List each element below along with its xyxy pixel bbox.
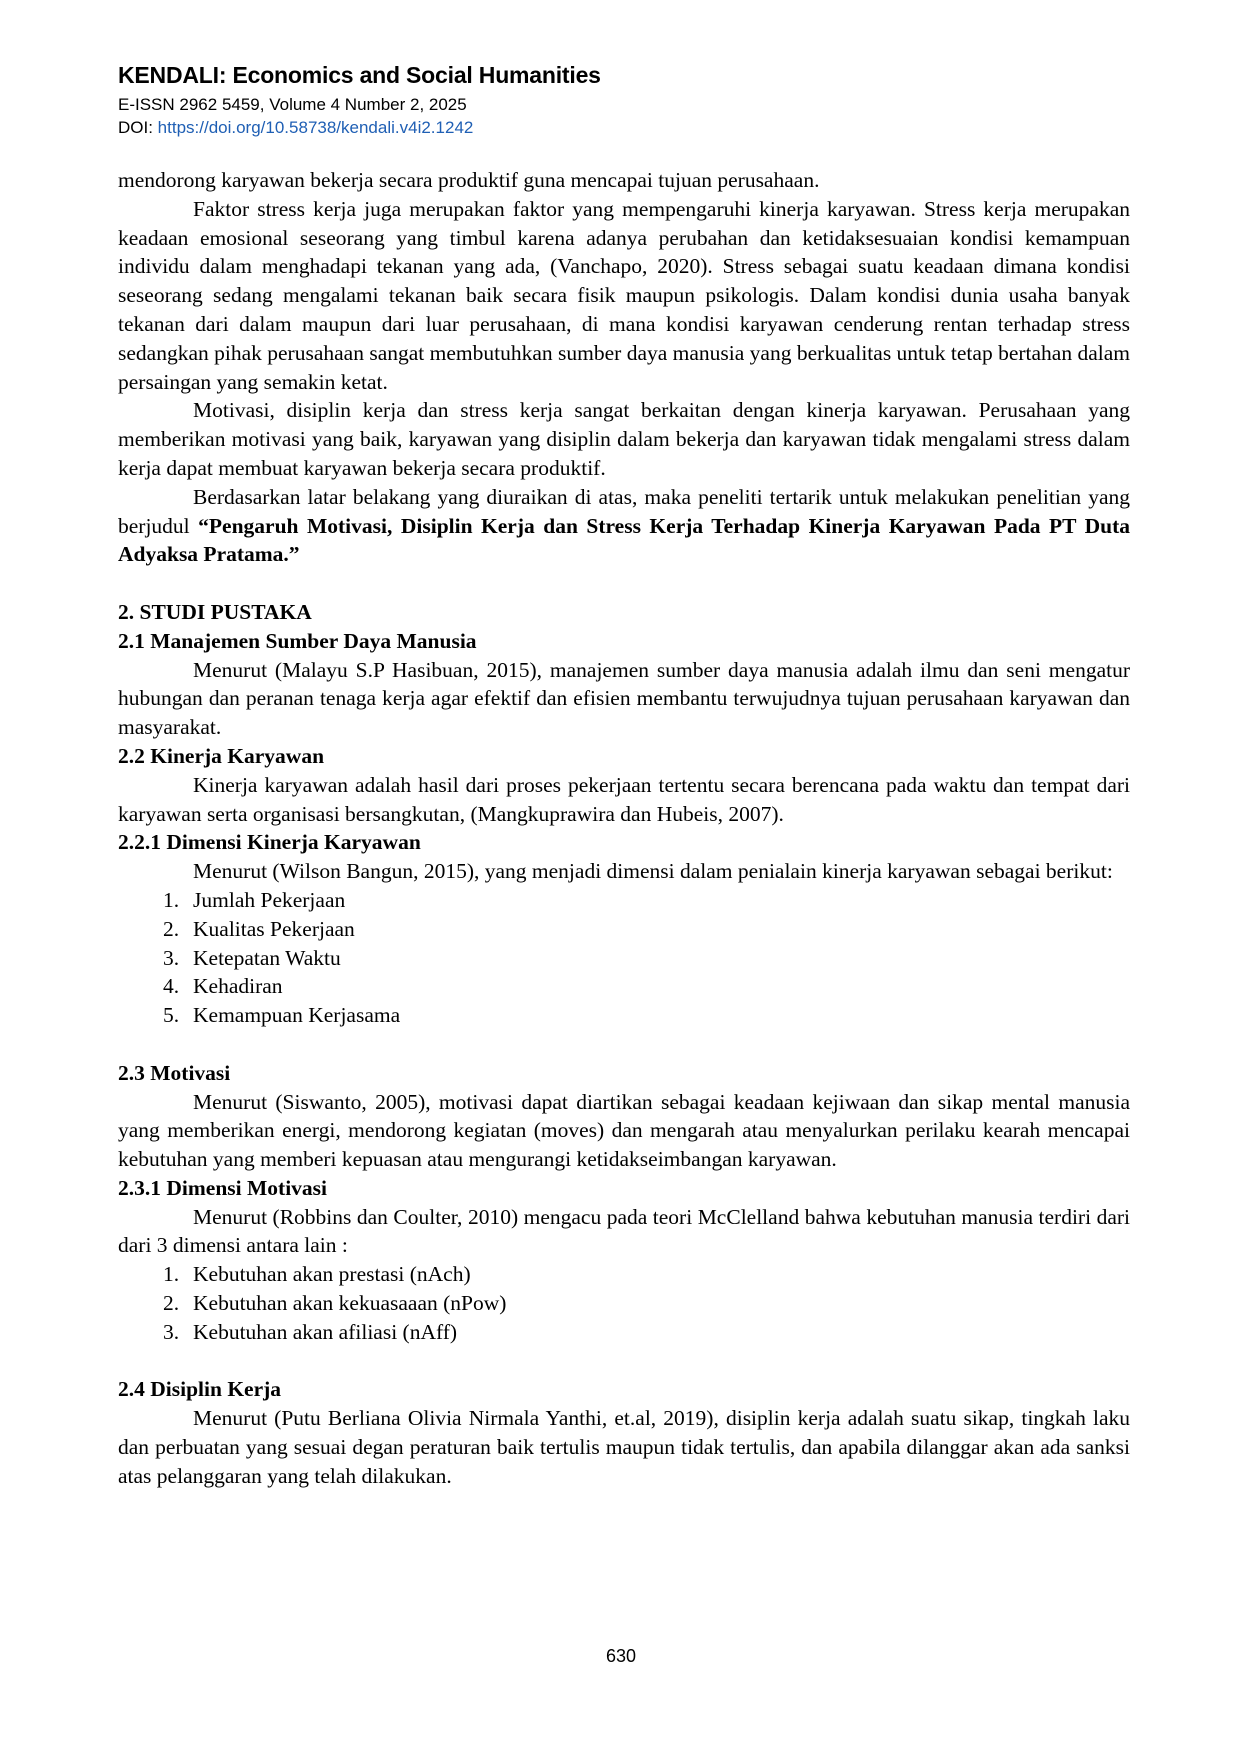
article-body [118, 166, 1130, 1491]
issn-line: E-ISSN 2962 5459, Volume 4 Number 2, 2025 [118, 95, 467, 114]
intro-paragraph-4-text: Berdasarkan latar belakang yang diuraikan di atas, maka peneliti tertarik untuk melakukan penelitian yang berjudul [118, 484, 1130, 538]
research-title: “Pengaruh Motivasi, Disiplin Kerja dan Stress Kerja Terhadap Kinerja Karyawan Pada PT Duta Adyaksa Pratama.” [118, 513, 1130, 567]
list-item: 1. Kebutuhan akan prestasi (nAch) [163, 1262, 471, 1287]
list-item: 1. Jumlah Pekerjaan [163, 887, 346, 912]
subsection-text-2-2: Kinerja karyawan adalah hasil dari proses pekerjaan tertentu secara berencana pada waktu dan tempat dari karyawan serta organisasi bersangkutan, (Mangkuprawira dan Hubeis, 2007). [118, 772, 1130, 826]
doi-link[interactable]: https://doi.org/10.58738/kendali.v4i2.1242 [157, 118, 474, 137]
journal-title: KENDALI: Economics and Social Humanities [118, 62, 601, 88]
page-number: 630 [605, 1646, 637, 1666]
doi-line [118, 116, 601, 140]
subsection-text-2-2-1: Menurut (Wilson Bangun, 2015), yang menjadi dimensi dalam penialain kinerja karyawan sebagai berikut: [193, 859, 1113, 884]
list-item: 3. Kebutuhan akan afiliasi (nAff) [163, 1319, 458, 1344]
list-item: 5. Kemampuan Kerjasama [163, 1003, 401, 1028]
subsection-heading-2-3-1: 2.3.1 Dimensi Motivasi [118, 1175, 328, 1200]
list-item: 2. Kualitas Pekerjaan [163, 916, 355, 941]
intro-paragraph-3: Motivasi, disiplin kerja dan stress kerja sangat berkaitan dengan kinerja karyawan. Perusahaan yang memberikan motivasi yang baik, karyawan yang disiplin dalam bekerja dan karyawan tidak mengalami stress dalam kerja dapat membuat karyawan bekerja secara produktif. [118, 398, 1130, 480]
intro-paragraph-4 [118, 483, 1130, 569]
subsection-heading-2-2-1: 2.2.1 Dimensi Kinerja Karyawan [118, 830, 421, 855]
subsection-heading-2-4: 2.4 Disiplin Kerja [118, 1377, 282, 1402]
intro-paragraph-1: mendorong karyawan bekerja secara produktif guna mencapai tujuan perusahaan. [118, 168, 820, 192]
subsection-heading-2-2: 2.2 Kinerja Karyawan [118, 743, 325, 768]
journal-header [118, 60, 601, 140]
subsection-text-2-3: Menurut (Siswanto, 2005), motivasi dapat diartikan sebagai keadaan kejiwaan dan sikap mental manusia yang memberikan energi, mendorong kegiatan (moves) dan mengarah atau menyalurkan perilaku kearah mencapai kebutuhan yang memberi kepuasan atau mengurangi ketidakseimbangan karyawan. [118, 1089, 1130, 1172]
list-item: 2. Kebutuhan akan kekuasaaan (nPow) [163, 1291, 507, 1316]
list-item: 4. Kehadiran [163, 974, 283, 999]
dimensi-motivasi-list [118, 1260, 1130, 1346]
subsection-heading-2-3: 2.3 Motivasi [118, 1060, 231, 1085]
subsection-text-2-4: Menurut (Putu Berliana Olivia Nirmala Yanthi, et.al, 2019), disiplin kerja adalah suatu sikap, tingkah laku dan perbuatan yang sesuai degan peraturan baik tertulis maupun tidak tertulis, dan apabila dilanggar akan ada sanksi atas pelanggaran yang telah dilakukan. [118, 1406, 1130, 1488]
subsection-text-2-3-1: Menurut (Robbins dan Coulter, 2010) mengacu pada teori McClelland bahwa kebutuhan manusia terdiri dari dari 3 dimensi antara lain : [118, 1204, 1130, 1258]
subsection-heading-2-1: 2.1 Manajemen Sumber Daya Manusia [118, 628, 477, 653]
list-item: 3. Ketepatan Waktu [163, 945, 341, 970]
dimensi-kinerja-list [118, 886, 1130, 1030]
subsection-text-2-1: Menurut (Malayu S.P Hasibuan, 2015), manajemen sumber daya manusia adalah ilmu dan seni mengatur hubungan dan peranan tenaga kerja agar efektif dan efisien membantu terwujudnya tujuan perusahaan karyawan dan masyarakat. [118, 657, 1130, 740]
intro-paragraph-2: Faktor stress kerja juga merupakan faktor yang mempengaruhi kinerja karyawan. Stress kerja merupakan keadaan emosional seseorang yang timbul karena adanya perubahan dan ketidaksesuaian kondisi kemampuan individu dalam menghadapi tekanan yang ada, (Vanchapo, 2020). Stress sebagai suatu keadaan dimana kondisi seseorang sedang mengalami tekanan baik secara fisik maupun psikologis. Dalam kondisi dunia usaha banyak tekanan dari dalam maupun dari luar perusahaan, di mana kondisi karyawan cenderung rentan terhadap stress sedangkan pihak perusahaan sangat membutuhkan sumber daya manusia yang berkualitas untuk tetap bertahan dalam persaingan yang semakin ketat. [118, 196, 1130, 394]
doi-label: DOI: [118, 118, 158, 137]
section-heading-studi-pustaka: 2. STUDI PUSTAKA [118, 599, 312, 624]
